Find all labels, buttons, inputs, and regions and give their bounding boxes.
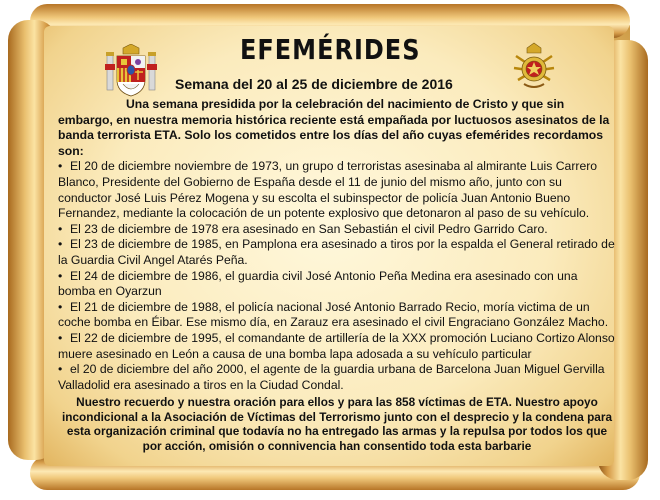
list-item-text: El 24 de diciembre de 1986, el guardia civil José Antonio Peña Medina era asesinado con una bomba en Oyarzun [58, 268, 578, 299]
list-item [58, 362, 616, 393]
intro-text: Una semana presidida por la celebración del nacimiento de Cristo y que sin embargo, en nuestra memoria histórica reciente está empañada por luctuosos asesinatos de la banda terrorista ETA. Solo los cometidos entre los días del año cuyas efemérides recordamos son: [58, 97, 610, 158]
list-item-text: el 20 de diciembre del año 2000, el agente de la guardia urbana de Barcelona Juan Miguel Gervilla Valladolid era asesinado a tiros en la Ciudad Condal. [58, 362, 605, 392]
list-item-text: El 23 de diciembre de 1985, en Pamplona era asesinado a tiros por la espalda el General retirado de la Guardia Civil Angel Atarés Peña. [58, 237, 615, 267]
bullet-icon: • [58, 221, 63, 236]
list-item [58, 331, 616, 362]
list-item [58, 237, 616, 268]
military-emblem-icon [510, 42, 558, 92]
list-item-text: El 20 de diciembre noviembre de 1973, un grupo d terroristas asesinaba al almirante Luis Carrero Blanco, Presidente del Gobierno de España desde el 11 de junio del mismo año, junto con su conductor José Luis Pérez Mogena y su escolta el subinspector de policía Juan Antonio Bueno Fernandez, mediante la colocación de un potente explosivo que detonaron al paso de su vehículo. [58, 159, 598, 221]
bullet-icon: • [58, 362, 63, 377]
page-title: EFEMÉRIDES [240, 33, 421, 67]
document-body [58, 97, 616, 454]
list-item [58, 222, 616, 238]
bullet-icon: • [58, 159, 63, 174]
list-item-text: El 21 de diciembre de 1988, el policía nacional José Antonio Barrado Recio, moría victima de un coche bomba en Éibar. Ese mismo día, en Zarauz era asesinado el civil Engraciano González Macho. [58, 299, 609, 330]
intro-paragraph [58, 97, 616, 159]
list-item [58, 300, 616, 331]
bullet-icon: • [58, 237, 63, 252]
list-item-text: El 23 de diciembre de 1978 era asesinado en San Sebastián el civil Pedro Garrido Caro. [70, 221, 548, 236]
list-item [58, 159, 616, 221]
spain-coat-of-arms-icon [105, 44, 157, 98]
bullet-icon: • [58, 330, 63, 345]
closing-paragraph: Nuestro recuerdo y nuestra oración para ellos y para las 858 víctimas de ETA. Nuestro apoyo incondicional a la Asociación de Víctimas del Terrorismo junto con el desprecio y la condena para esta organización criminal que todavía no ha entregado las armas y la repulsa por todos los que por acción, omisión o connivencia han consentido toda esta barbarie [61, 395, 613, 454]
bullet-icon: • [58, 268, 63, 283]
list-item [58, 269, 616, 300]
list-item-text: El 22 de diciembre de 1995, el comandante de artillería de la XXX promoción Luciano Cortizo Alonso muere asesinado en León a causa de una bomba lapa adosada a su vehículo particular [58, 330, 615, 361]
week-subtitle: Semana del 20 al 25 de diciembre de 2016 [175, 76, 453, 92]
bullet-icon: • [58, 299, 63, 314]
